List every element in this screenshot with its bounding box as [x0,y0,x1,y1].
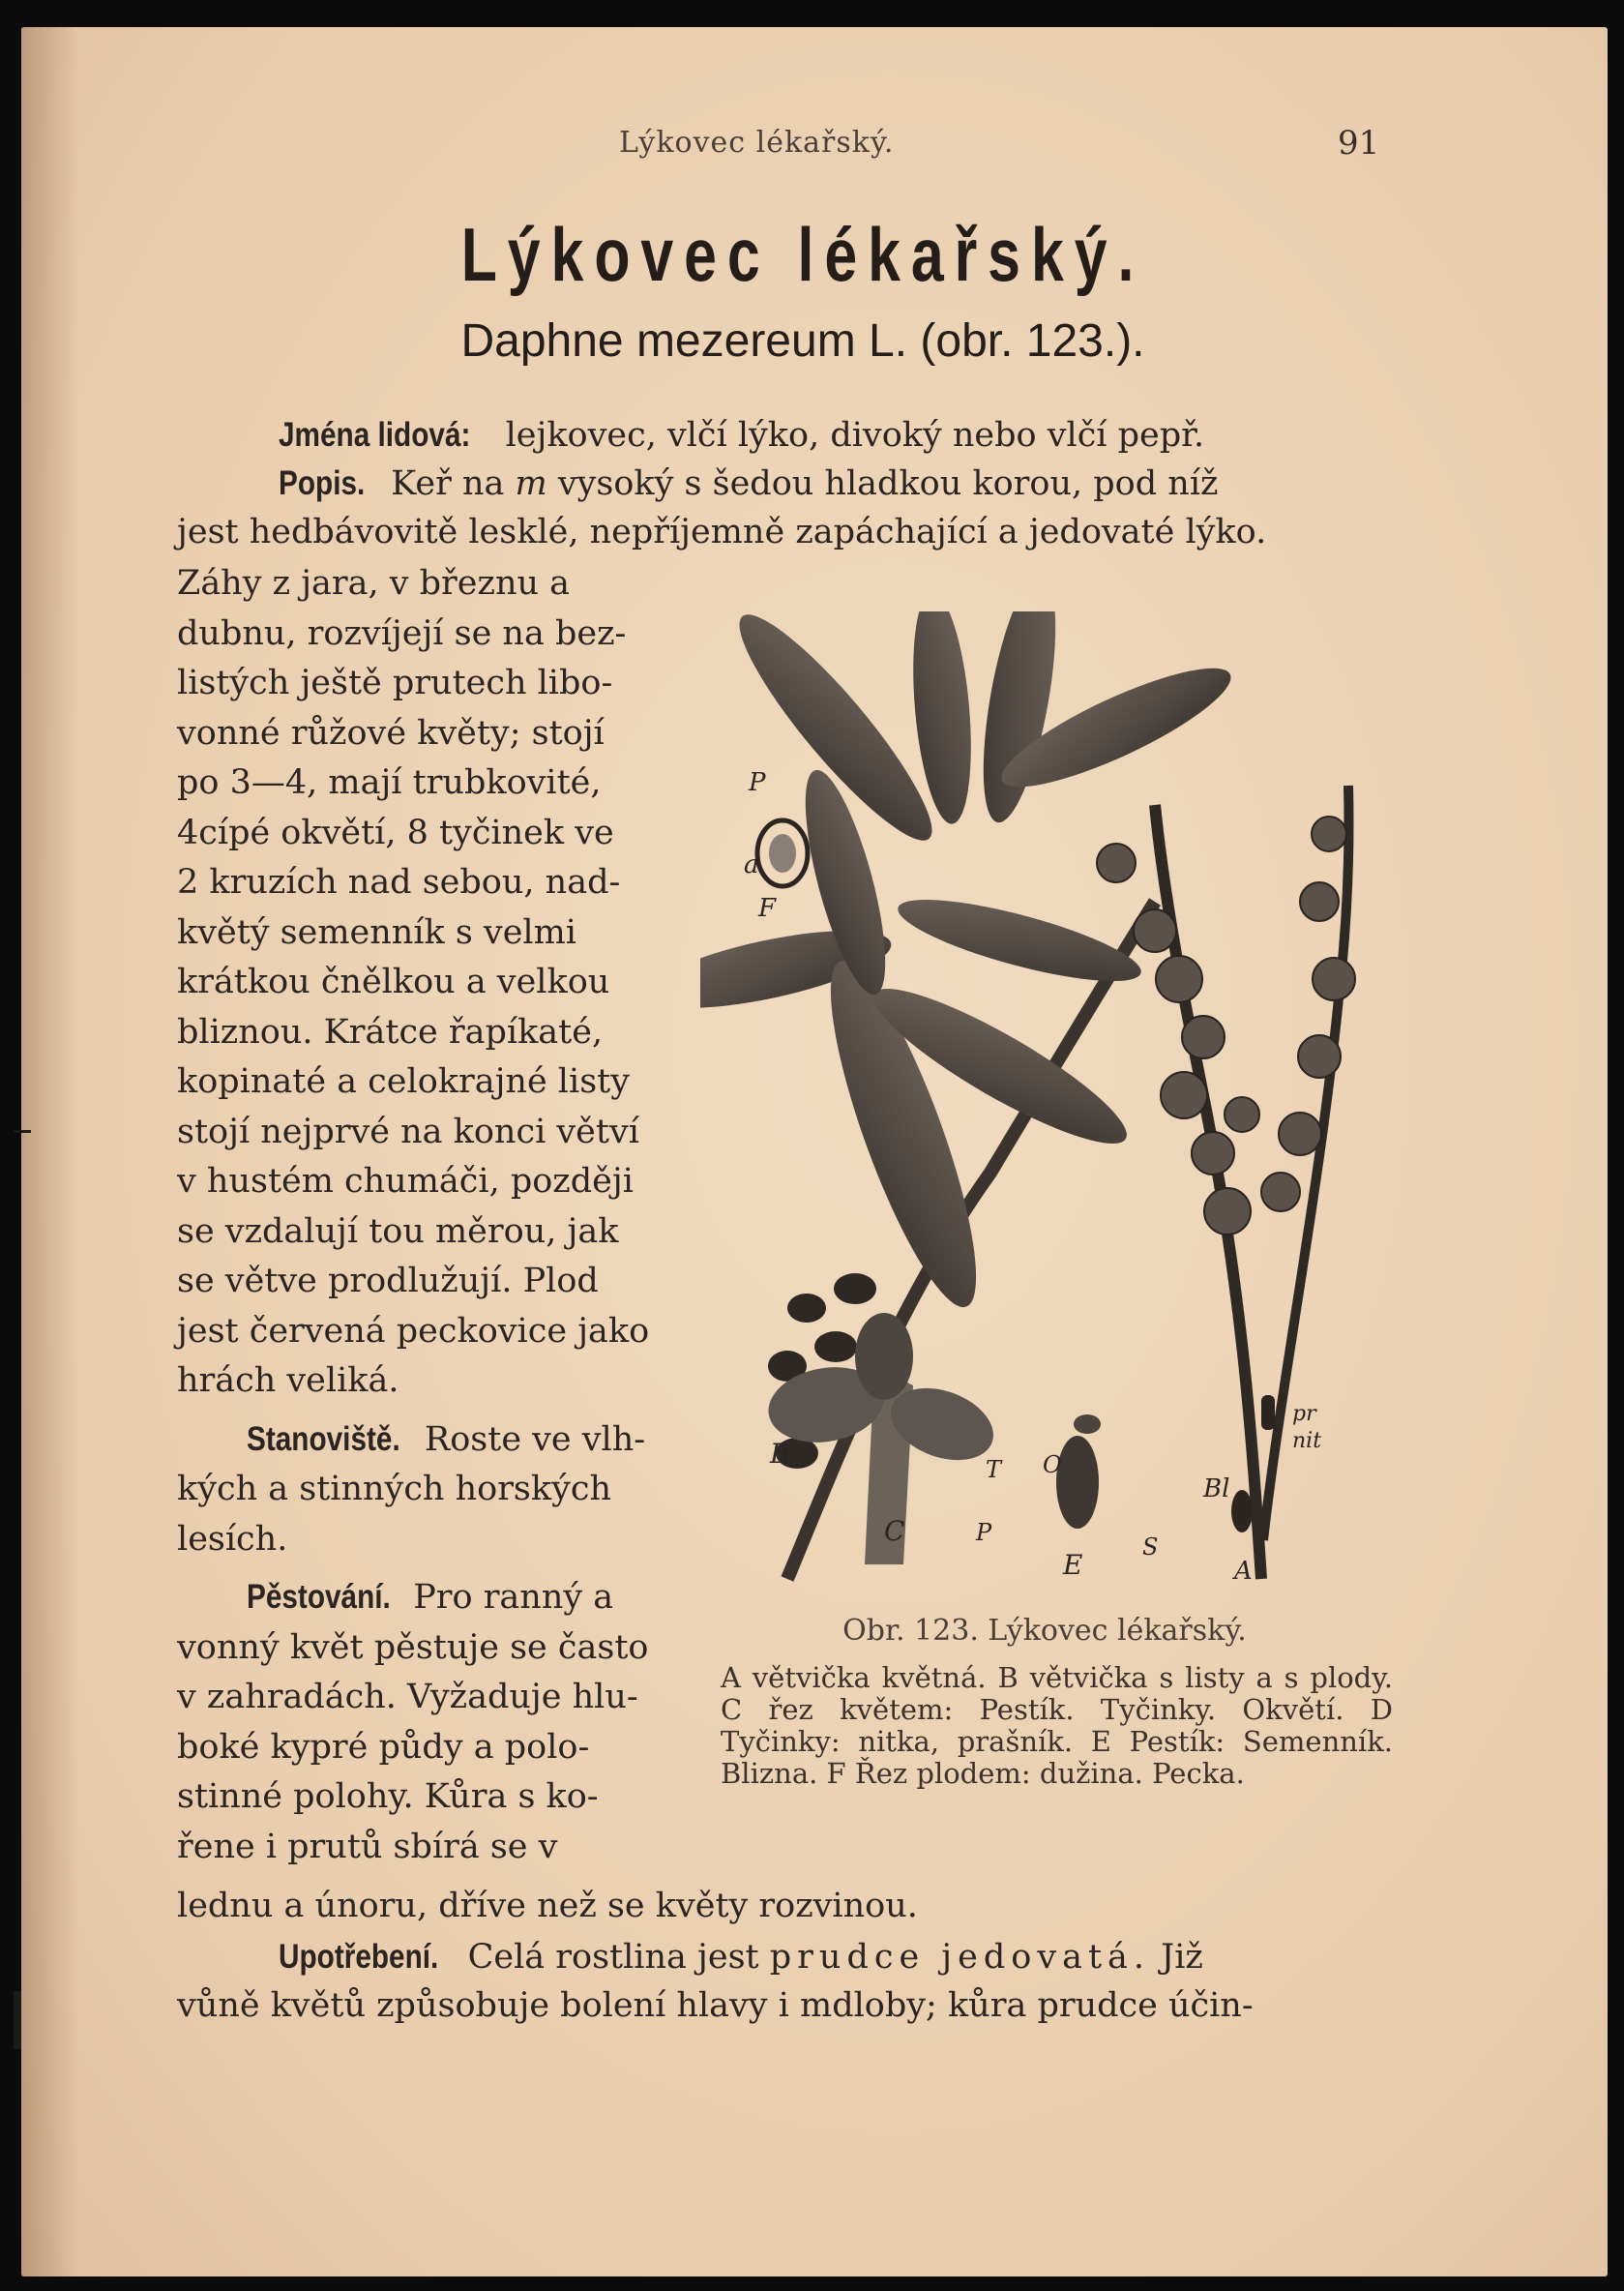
column-line: dubnu, rozvíjejí se na bez- [177,613,627,653]
column-line: se větve prodlužují. Plod [177,1262,599,1300]
label-b: B [770,1438,790,1470]
popis-text-a: Keř na [391,464,505,503]
column-line: v zahradách. Vyžaduje hlu- [177,1678,638,1716]
upotrebeni-text-b: Již [1161,1938,1203,1977]
label-f: F [758,894,777,923]
jmena-paragraph [279,411,1204,460]
upotrebeni-line-2: vůně květů způsobuje bolení hlavy i mdloby; kůra prudce účin- [177,1986,1254,2025]
pestovani-full-line: lednu a únoru, dříve než se květy rozvinou. [177,1887,918,1925]
figure-caption-text: A větvička květná. B větvička s listy a s plody. C řez květem: Pestík. Tyčinky. Okvětí. D Tyčinky: nitka, prašník. E Pestík: Semenník. Blizna. F Řez plodem: dužina. Pecka. [721,1661,1393,1790]
stamen-d [1261,1395,1275,1430]
label-p: P [749,768,766,797]
label-bl: Bl [1203,1474,1230,1503]
page-title: Lýkovec lékařský. [460,212,1145,297]
label-e: E [1063,1549,1083,1581]
column-line: lesích. [177,1519,288,1559]
stanoviste-label: Stanoviště. [247,1419,400,1458]
column-line: krátkou čnělkou a velkou [177,963,610,1001]
popis-text-b: vysoký s šedou hladkou korou, pod níž [557,464,1219,503]
column-line: vonné růžové květy; stojí [177,713,605,753]
column-line: 4cípé okvětí, 8 tyčinek ve [177,813,614,852]
stanoviste-text: Roste ve vlh- [424,1419,646,1459]
label-o: O [1043,1451,1062,1478]
label-t: T [986,1456,1002,1483]
pestovani-line-1 [177,1572,699,1623]
label-nit: nit [1292,1429,1322,1453]
column-line: květý semenník s velmi [177,912,576,952]
popis-line-2: jest hedbávovitě lesklé, nepříjemně zapáchající a jedovaté lýko. [177,513,1267,551]
running-title: Lýkovec lékařský. [619,126,895,160]
label-pr: pr [1292,1402,1316,1426]
leaf [892,883,1148,997]
label-s: S [1142,1533,1159,1561]
leaf [969,611,1070,827]
column-line: jest červená peckovice jako [177,1311,650,1351]
pestovani-text: Pro ranný a [413,1578,614,1617]
column-line: v hustém chumáči, později [177,1162,634,1201]
column-line: listých ještě prutech libo- [177,664,613,702]
column-line: 2 kruzích nad sebou, nad- [177,863,621,902]
column-line: vonný květ pěstuje se často [177,1627,649,1667]
column-line: boké kypré půdy a polo- [177,1727,590,1767]
column-line: stinné polohy. Kůra s ko- [177,1777,599,1816]
label-c: C [884,1515,905,1547]
stanoviste-line-1 [177,1414,699,1466]
upotrebeni-line-1 [279,1933,1203,1981]
daphne-illustration [700,611,1406,1593]
jmena-label: Jména lidová: [279,416,471,454]
column-line: po 3—4, mají trubkovité, [177,763,602,802]
column-line: řene i prutů sbírá se v [177,1827,558,1866]
column-line: stojí nejprvé na konci větví [177,1112,639,1151]
column-line: hrách veliká. [177,1361,399,1400]
popis-line-1 [279,460,1218,508]
left-column [177,559,699,1872]
column-line: bliznou. Krátce řapíkaté, [177,1012,604,1052]
column-line: se vzdalují tou měrou, jak [177,1211,619,1251]
figure-caption-title: Obr. 123. Lýkovec lékařský. [842,1614,1247,1648]
popis-unit-m: m [515,464,547,503]
upotrebeni-text-a: Celá rostlina jest [467,1938,759,1977]
upotrebeni-emphasis: prudce jedovatá. [769,1938,1151,1977]
column-line: kopinaté a celokrajné listy [177,1062,630,1101]
pistil-e [1056,1436,1099,1529]
pestovani-label: Pěstování. [247,1578,391,1616]
margin-mark [14,1991,21,2049]
jmena-text: lejkovec, vlčí lýko, divoký nebo vlčí pepř. [505,416,1205,455]
label-p-lower: P [976,1519,992,1546]
column-line: Záhy z jara, v březnu a [177,564,571,603]
popis-label: Popis. [279,464,366,502]
latin-name: Daphne mezereum L. (obr. 123.). [460,315,1145,367]
label-a-upper: A [1234,1557,1253,1586]
column-line: kých a stinných horských [177,1470,612,1508]
margin-mark [14,1130,31,1133]
upotrebeni-label: Upotřebení. [279,1938,439,1976]
page-number: 91 [1338,124,1380,163]
label-a: a [744,850,759,879]
